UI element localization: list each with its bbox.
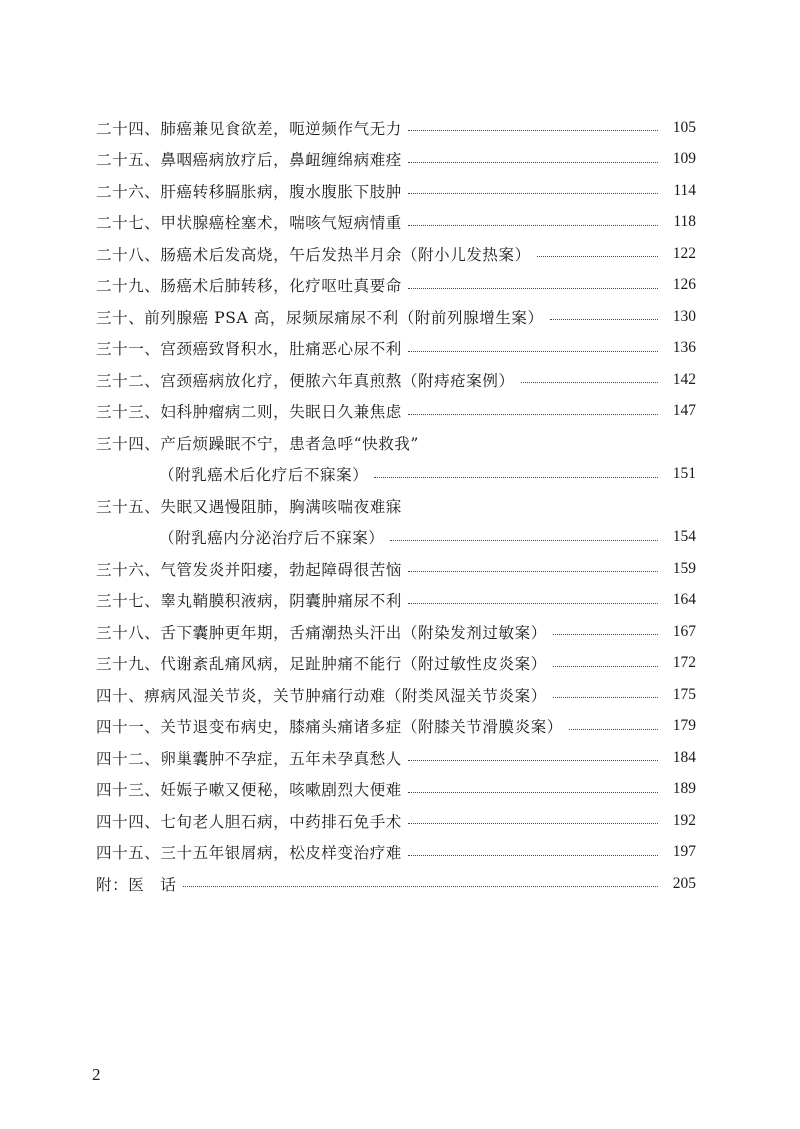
leader-dots [550,319,658,320]
toc-entry-page: 118 [673,213,696,231]
toc-entry[interactable] [96,585,696,617]
leader-dots [408,193,658,194]
toc-entry[interactable] [96,805,696,837]
toc-entry-title: 三十四、产后烦躁眠不宁，患者急呼“快救我” [96,434,419,453]
leader-dots [553,666,658,667]
leader-dots [408,414,658,415]
toc-entry-heading[interactable] [96,490,696,522]
toc-entry[interactable] [96,333,696,365]
leader-dots [408,288,658,289]
toc-entry-page: 136 [672,339,696,357]
toc-entry-page: 172 [672,654,696,672]
leader-dots [537,256,658,257]
toc-entry-page: 109 [672,150,696,168]
toc-entry-page: 122 [672,244,696,262]
leader-dots [374,477,658,478]
toc-entry-title: 二十五、鼻咽癌病放疗后，鼻衄缠绵病难痊 [96,151,402,170]
toc-entry-page: 151 [672,465,696,483]
toc-entry-page: 175 [672,685,696,703]
toc-entry-page: 205 [672,874,696,892]
toc-entry-title: 三十、前列腺癌 PSA 高，尿频尿痛尿不利（附前列腺增生案） [96,308,544,327]
leader-dots [408,792,658,793]
leader-dots [408,225,658,226]
toc-entry[interactable] [96,553,696,585]
toc-entry-title: 三十一、宫颈癌致肾积水，肚痛恶心尿不利 [96,340,402,359]
leader-dots [408,603,658,604]
toc-entry[interactable] [96,238,696,270]
toc-entry-page: 164 [672,591,696,609]
toc-entry-title: （附乳癌内分泌治疗后不寐案） [159,529,385,548]
toc-entry-page: 184 [672,748,696,766]
leader-dots [553,697,658,698]
toc-entry[interactable] [96,679,696,711]
toc-entry[interactable] [96,711,696,743]
toc-entry-page: 192 [672,811,696,829]
toc-entry-page: 179 [672,717,696,735]
leader-dots [569,729,658,730]
toc-entry-page: 197 [672,843,696,861]
leader-dots [390,540,658,541]
leader-dots [408,351,658,352]
toc-entry-title: 二十四、肺癌兼见食欲差，呃逆频作气无力 [96,119,402,138]
toc-entry-title: 三十二、宫颈癌病放化疗，便脓六年真煎熬（附痔疮案例） [96,371,515,390]
toc-entry-page: 105 [672,118,696,136]
toc-entry[interactable] [96,270,696,302]
toc-entry[interactable] [96,301,696,333]
leader-dots [408,130,658,131]
toc-entry-title: 三十八、舌下囊肿更年期，舌痛潮热头汗出（附染发剂过敏案） [96,623,547,642]
toc-entry-title: 四十二、卵巢囊肿不孕症，五年未孕真愁人 [96,749,402,768]
table-of-contents [96,112,696,900]
toc-entry-title: 三十九、代谢紊乱痛风病，足趾肿痛不能行（附过敏性皮炎案） [96,655,547,674]
toc-entry-title: 四十五、三十五年银屑病，松皮样变治疗难 [96,844,402,863]
toc-entry[interactable] [96,522,696,554]
toc-entry-page: 130 [672,307,696,325]
toc-entry-title: 二十七、甲状腺癌栓塞术，喘咳气短病情重 [96,214,402,233]
toc-entry-page: 147 [672,402,696,420]
leader-dots [408,571,658,572]
toc-entry-title: 三十五、失眠又遇慢阻肺，胸满咳喘夜难寐 [96,497,402,516]
toc-entry-title: 三十六、气管发炎并阳痿，勃起障碍很苦恼 [96,560,402,579]
toc-entry-heading[interactable] [96,427,696,459]
toc-entry-page: 154 [672,528,696,546]
toc-entry-title: 附：医 话 [96,875,177,894]
toc-entry[interactable] [96,616,696,648]
toc-entry-title: 四十四、七旬老人胆石病，中药排石免手术 [96,812,402,831]
toc-entry-title: 二十八、肠癌术后发高烧，午后发热半月余（附小儿发热案） [96,245,531,264]
leader-dots [408,162,658,163]
leader-dots [553,634,658,635]
toc-entry-page: 114 [673,181,696,199]
toc-entry-title: 四十、痹病风湿关节炎，关节肿痛行动难（附类风湿关节炎案） [96,686,547,705]
toc-entry-title: 四十三、妊娠子嗽又便秘，咳嗽剧烈大便难 [96,781,402,800]
toc-entry-title: 二十六、肝癌转移膈胀病，腹水腹胀下肢肿 [96,182,402,201]
toc-entry[interactable] [96,868,696,900]
toc-entry-title: 二十九、肠癌术后肺转移，化疗呕吐真要命 [96,277,402,296]
toc-entry[interactable] [96,459,696,491]
toc-entry-page: 126 [672,276,696,294]
toc-entry-title: 三十七、睾丸鞘膜积液病，阴囊肿痛尿不利 [96,592,402,611]
toc-entry[interactable] [96,774,696,806]
leader-dots [408,760,658,761]
toc-entry-page: 189 [672,780,696,798]
toc-entry-page: 142 [672,370,696,388]
toc-entry-title: （附乳癌术后化疗后不寐案） [159,466,369,485]
leader-dots [408,855,658,856]
toc-entry[interactable] [96,742,696,774]
toc-entry[interactable] [96,396,696,428]
leader-dots [408,823,658,824]
toc-entry[interactable] [96,648,696,680]
leader-dots [521,382,658,383]
toc-entry[interactable] [96,364,696,396]
page-number: 2 [92,1065,101,1084]
toc-entry[interactable] [96,837,696,869]
toc-entry-title: 三十三、妇科肿瘤病二则，失眠日久兼焦虑 [96,403,402,422]
toc-entry-title: 四十一、关节退变布病史，膝痛头痛诸多症（附膝关节滑膜炎案） [96,718,563,737]
toc-entry-page: 167 [672,622,696,640]
toc-entry[interactable] [96,207,696,239]
leader-dots [183,886,658,887]
toc-entry-page: 159 [672,559,696,577]
toc-entry[interactable] [96,175,696,207]
toc-entry[interactable] [96,144,696,176]
toc-entry[interactable] [96,112,696,144]
